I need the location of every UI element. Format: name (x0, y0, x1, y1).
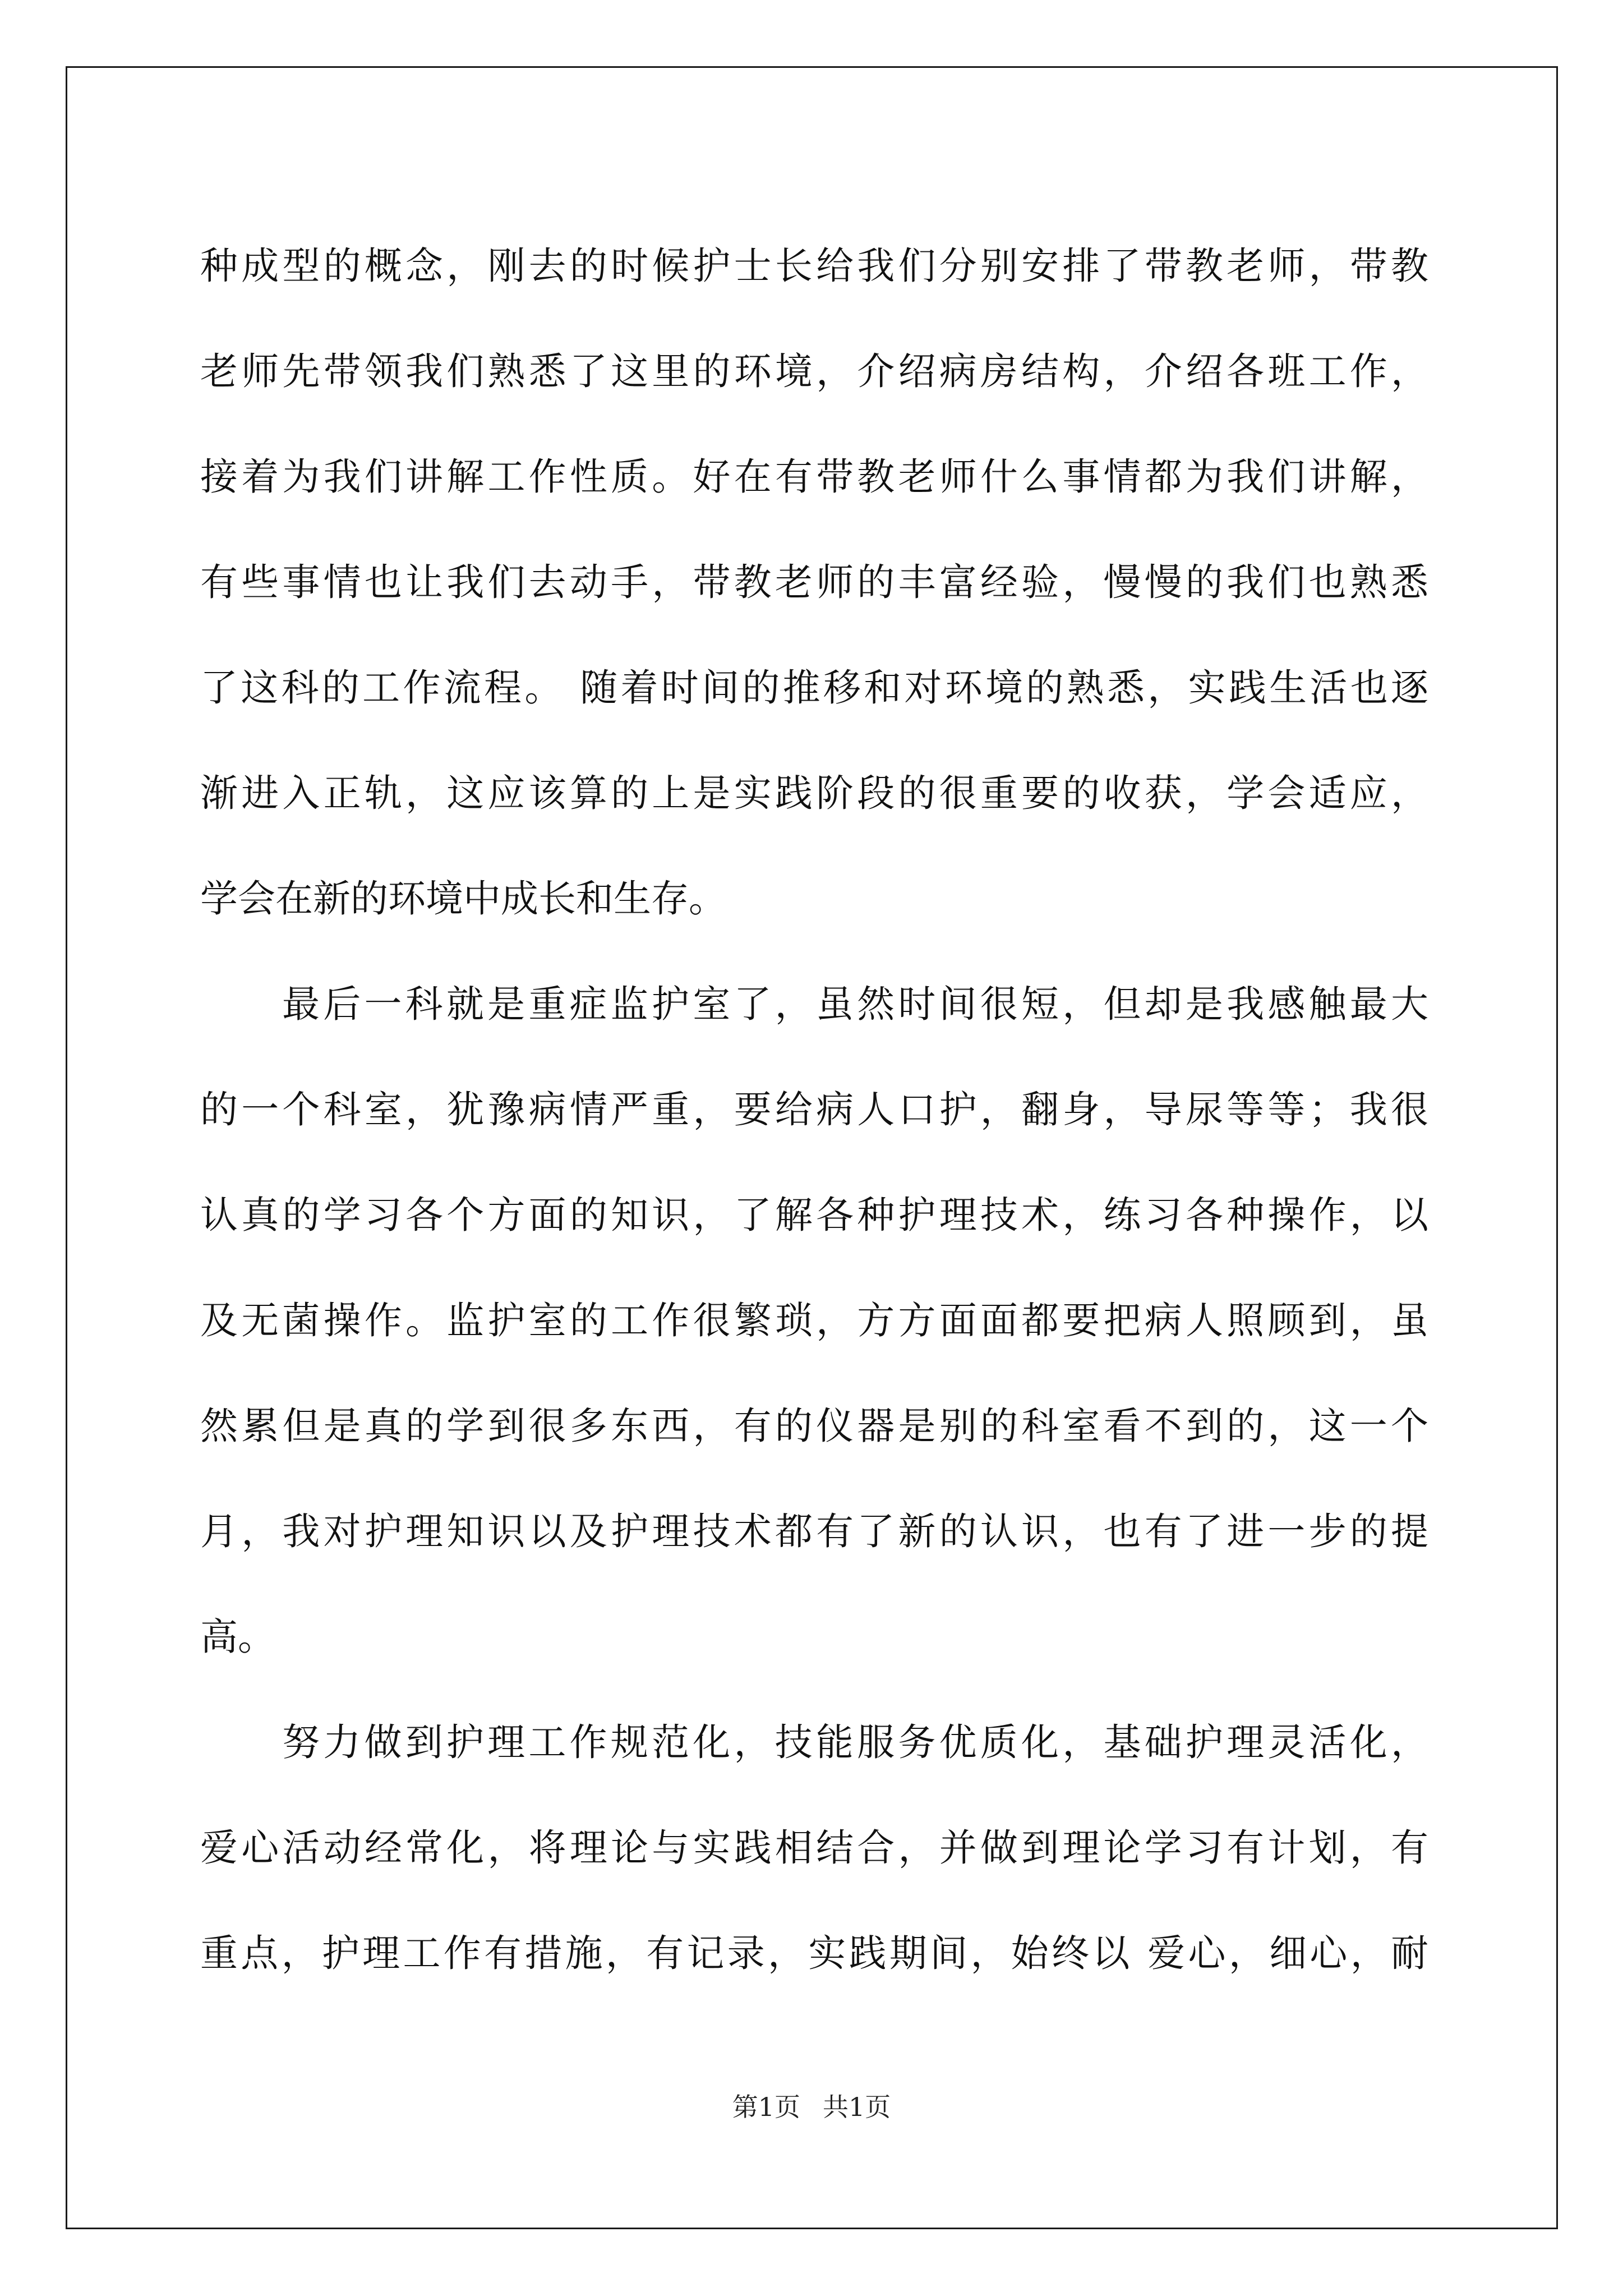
text-line: 了这科的工作流程。 随着时间的推移和对环境的熟悉，实践生活也逐 (200, 666, 1428, 710)
text-line: 重点，护理工作有措施，有记录，实践期间，始终以 爱心，细心，耐 (200, 1931, 1428, 1975)
text-line: 月，我对护理知识以及护理技术都有了新的认识，也有了进一步的提 (200, 1510, 1428, 1553)
text-line: 有些事情也让我们去动手，带教老师的丰富经验，慢慢的我们也熟悉 (200, 560, 1428, 604)
text-line: 认真的学习各个方面的知识，了解各种护理技术，练习各种操作，以 (200, 1193, 1428, 1237)
page-footer (0, 2087, 1623, 2124)
text-line: 渐进入正轨，这应该算的上是实践阶段的很重要的收获，学会适应， (200, 771, 1428, 815)
text-line: 高。 (200, 1615, 275, 1659)
text-line: 爱心活动经常化，将理论与实践相结合，并做到理论学习有计划，有 (200, 1826, 1428, 1870)
text-line: 老师先带领我们熟悉了这里的环境，介绍病房结构，介绍各班工作， (200, 349, 1428, 393)
page-number: 第1页 (732, 2092, 800, 2122)
text-line: 及无菌操作。监护室的工作很繁琐，方方面面都要把病人照顾到，虽 (200, 1299, 1428, 1342)
text-line: 接着为我们讲解工作性质。好在有带教老师什么事情都为我们讲解， (200, 455, 1428, 499)
text-line: 学会在新的环境中成长和生存。 (200, 877, 726, 921)
text-line: 的一个科室，犹豫病情严重，要给病人口护，翻身，导尿等等；我很 (200, 1088, 1428, 1131)
document-body (200, 213, 1428, 2006)
text-line: 努力做到护理工作规范化，技能服务优质化，基础护理灵活化， (282, 1720, 1428, 1764)
text-line: 然累但是真的学到很多东西，有的仪器是别的科室看不到的，这一个 (200, 1404, 1428, 1448)
page-total: 共1页 (823, 2092, 891, 2122)
text-line: 最后一科就是重症监护室了，虽然时间很短，但却是我感触最大 (282, 982, 1428, 1026)
text-line: 种成型的概念，刚去的时候护士长给我们分别安排了带教老师，带教 (200, 244, 1428, 288)
